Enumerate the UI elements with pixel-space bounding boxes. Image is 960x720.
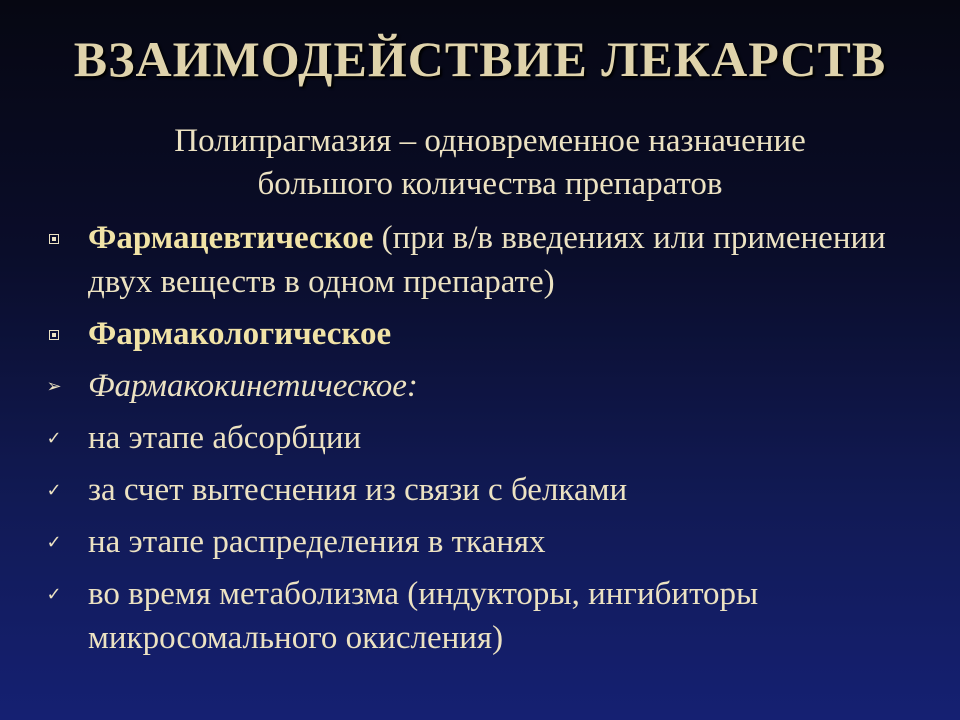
bullet-item-pharmacological <box>44 312 944 356</box>
square-bullet-icon <box>44 216 64 260</box>
check-bullet-icon: ✓ <box>46 428 62 449</box>
bullet-item-protein-binding <box>44 468 944 512</box>
bullet-list <box>44 216 944 668</box>
bullet-italic-text: Фармакокинетическое: <box>88 368 418 404</box>
bullet-item-metabolism <box>44 572 944 660</box>
bullet-item-distribution <box>44 520 944 564</box>
subtitle-line-1: Полипрагмазия – одновременное назначение <box>174 123 806 159</box>
slide-subtitle <box>0 120 960 206</box>
check-bullet-icon: ✓ <box>46 584 62 605</box>
square-bullet-icon <box>44 312 64 356</box>
bullet-bold-text: Фармакологическое <box>88 316 392 352</box>
subtitle-line-2: большого количества препаратов <box>257 166 723 202</box>
bullet-text: на этапе абсорбции <box>88 420 362 456</box>
bullet-item-pharmaceutical <box>44 216 944 304</box>
bullet-item-absorption <box>44 416 944 460</box>
bullet-item-pharmacokinetic <box>44 364 944 408</box>
bullet-text: во время метаболизма (индукторы, ингибиторы микросомального окисления) <box>88 576 759 656</box>
slide-title: ВЗАИМОДЕЙСТВИЕ ЛЕКАРСТВ <box>73 31 887 87</box>
bullet-bold-text: Фармацевтическое <box>88 220 374 256</box>
bullet-text: на этапе распределения в тканях <box>88 524 546 560</box>
check-bullet-icon: ✓ <box>46 480 62 501</box>
arrow-bullet-icon: ➢ <box>46 376 62 397</box>
bullet-text: за счет вытеснения из связи с белками <box>88 472 628 508</box>
bullet-text: (при в/в введениях или применении двух веществ в одном препарате) <box>88 220 886 300</box>
check-bullet-icon: ✓ <box>46 532 62 553</box>
